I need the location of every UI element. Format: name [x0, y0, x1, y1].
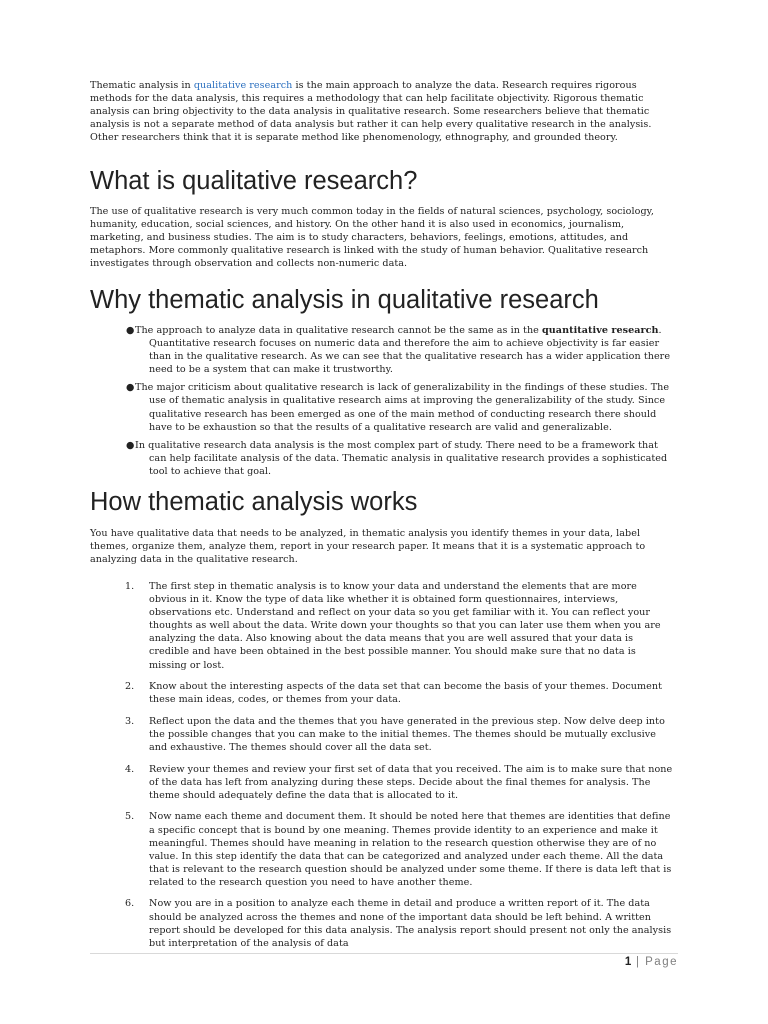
bullet-text: The major criticism about qualitative research is lack of generalizability in the findings of these studies. The use of thematic analysis in qualitative research aims at improving the generalizability of the study. Since qualitative research has been emerged as one of the main method of conducting research there should have to be exhaustion so that the results of a qualitative research are valid and generalizable.	[135, 382, 670, 433]
bullet-text: The approach to analyze data in qualitative research cannot be the same as in the	[135, 325, 543, 336]
page-number: 1	[624, 956, 632, 968]
footer-separator: |	[631, 956, 646, 968]
footer-divider	[90, 953, 678, 954]
qualitative-research-link[interactable]: qualitative research	[193, 80, 293, 91]
list-item	[90, 580, 675, 672]
section-heading-qualitative-research: What is qualitative research?	[90, 167, 418, 195]
section1-paragraph: The use of qualitative research is very much common today in the fields of natural sciences, psychology, sociology, humanity, education, social sciences, and history. On the other hand it is also used in economics, journalism, marketing, and business studies. The aim is to study characters, behaviors, feelings, emotions, attitudes, and metaphors. More commonly qualitative research is linked with the study of human behavior. Qualitative research investigates through observation and collects non-numeric data.	[90, 206, 654, 270]
step-number: 2.	[125, 681, 135, 693]
step-text: Know about the interesting aspects of the data set that can become the basis of your themes. Document these main ideas, codes, or themes from your data.	[149, 681, 663, 706]
step-number: 1.	[125, 581, 135, 592]
list-item	[90, 763, 675, 802]
page-label: Page	[645, 956, 678, 968]
page-footer	[625, 956, 678, 968]
section-heading-how-thematic-analysis-works: How thematic analysis works	[90, 488, 418, 516]
bullet-item	[90, 381, 675, 433]
step-text: Now name each theme and document them. It should be noted here that themes are identities that define a specific concept that is bound by one meaning. Themes provide identity to an experience and make it meaningful. Themes should have meaning in relation to the research question otherwise they are of no value. In this step identify the data that can be categorized and analyzed under each theme. All the data that is relevant to the research question should be analyzed under some theme. If there is data left that is related to the research question you need to have another theme.	[149, 811, 672, 888]
intro-text-rest: is the main approach to analyze the data. Research requires rigorous methods for the data analysis, this requires a methodology that can help facilitate objectivity. Rigorous thematic analysis can bring objectivity to the data analysis in qualitative research. Some researchers believe that thematic analysis is not a separate method of data analysis but rather it can help every qualitative research in the analysis. Other researchers think that it is separate method like phenomenology, ethnography, and grounded theory.	[90, 80, 652, 144]
bullet-item	[90, 324, 675, 376]
step-number: 6.	[125, 898, 135, 910]
intro-paragraph	[90, 79, 675, 144]
step-text: Reflect upon the data and the themes that you have generated in the previous step. Now delve deep into the possible changes that you can make to the initial themes. The themes should be mutually exclusive and exhaustive. The themes should cover all the data set.	[149, 715, 665, 754]
step-text: Now you are in a position to analyze each theme in detail and produce a written report of it. The data should be analyzed across the themes and none of the important data should be left behind. A written report should be developed for this data analysis. The analysis report should present not only the analysis but interpretation of the analysis of data	[149, 898, 672, 949]
list-item	[90, 680, 675, 706]
bullet-dot: ●	[126, 325, 135, 336]
list-item	[90, 810, 675, 889]
step-number: 4.	[125, 763, 135, 775]
bullet-item	[90, 439, 675, 478]
step-number: 3.	[125, 715, 135, 727]
bullet-dot: ●	[126, 439, 135, 451]
bullet-text-rest: . Quantitative research focuses on numeric data and therefore the aim to achieve objectivity is far easier than in the qualitative research. As we can see that the qualitative research has a wider application there need to be a system that can make it trustworthy.	[149, 325, 671, 376]
intro-text-start: Thematic analysis in	[90, 80, 194, 91]
bullet-text: In qualitative research data analysis is the most complex part of study. There need to be a framework that can help facilitate analysis of the data. Thematic analysis in qualitative research provides a sophisticated tool to achieve that goal.	[135, 439, 668, 477]
quantitative-research-bold: quantitative research	[542, 325, 659, 336]
numbered-steps-list	[90, 580, 675, 958]
step-text: Review your themes and review your first set of data that you received. The aim is to make sure that none of the data has left from analyzing during these steps. Decide about the final themes for analysis. The theme should adequately define the data that is allocated to it.	[149, 763, 673, 801]
bullet-dot: ●	[126, 382, 135, 394]
section-heading-why-thematic-analysis: Why thematic analysis in qualitative research	[90, 286, 599, 314]
step-text: The first step in thematic analysis is to know your data and understand the elements that are more obvious in it. Know the type of data like whether it is obtained form questionnaires, interviews, observations etc. Understand and reflect on your data so you get familiar with it. You can reflect your thoughts as well about the data. Write down your thoughts so that you can later use them when you are analyzing the data. Also knowing about the data means that you are well assured that your data is credible and have been obtained in the best possible manner. You should make sure that no data is missing or lost.	[149, 581, 661, 671]
bullet-list	[90, 324, 675, 483]
section3-paragraph: You have qualitative data that needs to be analyzed, in thematic analysis you identify themes in your data, label themes, organize them, analyze them, report in your research paper. It means that it is a systematic approach to analyzing data in the qualitative research.	[90, 528, 646, 566]
list-item	[90, 897, 675, 949]
step-number: 5.	[125, 811, 135, 823]
list-item	[90, 715, 675, 754]
